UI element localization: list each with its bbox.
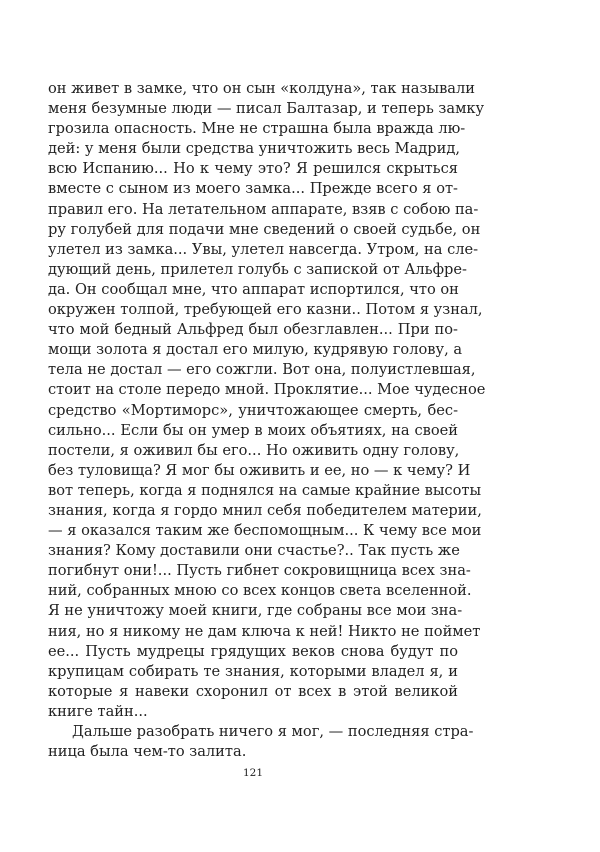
text-line: да. Он сообщал мне, что аппарат испортился, что он: [48, 280, 459, 298]
text-line: дей: у меня были средства уничтожить весь Мадрид,: [48, 140, 460, 158]
text-line: постели, я оживил бы его... Но оживить одну голову,: [48, 441, 460, 459]
text-line: грозила опасность. Мне не страшна была вражда лю-: [48, 120, 466, 138]
text-line: погибнут они!... Пусть гибнет сокровищница всех зна-: [48, 562, 471, 580]
text-line: вместе с сыном из моего замка... Прежде всего я от-: [48, 180, 458, 198]
text-line: знания, когда я гордо мнил себя победителем материи,: [48, 501, 482, 519]
text-line: ний, собранных мною со всех концов света вселенной.: [48, 582, 472, 600]
text-line: вот теперь, когда я поднялся на самые крайние высоты: [48, 481, 482, 499]
text-line: сильно... Если бы он умер в моих объятиях, на своей: [48, 421, 458, 439]
text-line: — я оказался таким же беспомощным... К чему все мои: [48, 522, 482, 540]
paragraph: [48, 79, 486, 722]
text-line: без туловища? Я мог бы оживить и ее, но — к чему? И: [48, 461, 471, 479]
text-line: мощи золота я достал его милую, кудрявую голову, а: [48, 341, 463, 359]
text-line: ее... Пусть мудрецы грядущих веков снова будут по: [48, 642, 458, 660]
paragraph: [48, 722, 474, 762]
text-line: окружен толпой, требующей его казни.. Потом я узнал,: [48, 301, 483, 319]
text-line: Я не уничтожу моей книги, где собраны все мои зна-: [48, 602, 463, 620]
page-number: 121: [242, 767, 264, 779]
text-line: он живет в замке, что он сын «колдуна», так называли: [48, 80, 475, 97]
text-line: улетел из замка... Увы, улетел навсегда. Утром, на сле-: [48, 240, 479, 258]
text-line: книге тайн...: [48, 702, 148, 720]
text-line: которые я навеки схоронил от всех в этой великой: [48, 682, 458, 700]
text-line: дующий день, прилетел голубь с запиской от Альфре-: [48, 260, 467, 278]
text-line: средство «Мортиморс», уничтожающее смерть, бес-: [48, 401, 458, 419]
text-line: что мой бедный Альфред был обезглавлен... При по-: [48, 321, 458, 339]
text-line: ру голубей для подачи мне сведений о своей судьбе, он: [48, 220, 481, 238]
text-line: крупицам собирать те знания, которыми владел я, и: [48, 662, 458, 680]
text-line: знания? Кому доставили они счастье?.. Так пусть же: [48, 542, 460, 560]
body-text: [48, 79, 486, 762]
text-line: ния, но я никому не дам ключа к ней! Никто не поймет: [48, 622, 481, 640]
text-line: всю Испанию... Но к чему это? Я решился скрыться: [48, 160, 458, 178]
text-line: правил его. На летательном аппарате, взяв с собою па-: [48, 200, 479, 218]
text-line: Дальше разобрать ничего я мог, — последняя стра-: [72, 723, 474, 740]
text-line: тела не достал — его сожгли. Вот она, полуистлевшая,: [48, 361, 476, 379]
text-line: меня безумные люди — писал Балтазар, и теперь замку: [48, 100, 485, 118]
text-line: ница была чем-то залита.: [48, 743, 247, 761]
text-line: стоит на столе передо мной. Проклятие... Мое чудесное: [48, 381, 486, 399]
